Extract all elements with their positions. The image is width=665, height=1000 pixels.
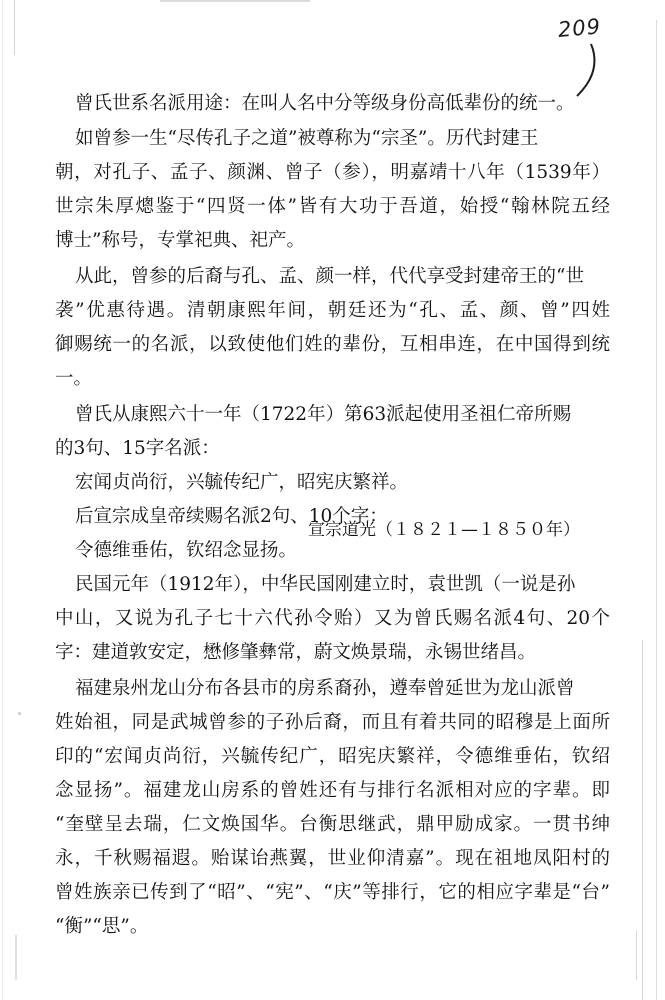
text-line: 印的“宏闻贞尚衍，兴毓传纪广，昭宪庆繁祥，令德维垂佑，钦绍 (55, 746, 610, 767)
text-line: 宏闻贞尚衍，兴毓传纪广，昭宪庆繁祥。 (75, 472, 409, 493)
scan-bottom-left-scratch (15, 935, 17, 980)
page-number-flourish (575, 40, 645, 100)
text-line: 民国元年（1912年），中华民国刚建立时，袁世凯（一说是孙 (75, 574, 576, 595)
scan-top-edge (160, 0, 310, 2)
text-line: 字：建道敦安定，懋修肇彝常，蔚文焕景瑞，永锡世绪昌。 (55, 642, 537, 663)
page-number: 209 (556, 14, 602, 42)
text-line: 曾姓族亲已传到了“昭”、“宪”、“庆”等排行，它的相应字辈是“台” (55, 882, 610, 903)
scan-bottom-right-scratch (636, 930, 637, 980)
scan-margin-dot (18, 712, 21, 715)
text-line: 曾氏从康熙六十一年（1722年）第63派起使用圣祖仁帝所赐 (75, 404, 572, 425)
text-line: 姓始祖，同是武城曾参的子孙后裔，而且有着共同的昭穆是上面所 (55, 712, 610, 733)
text-line: 中山，又说为孔子七十六代孙令贻）又为曾氏赐名派4句、20个 (55, 608, 610, 629)
text-line: “奎壁呈去瑞，仁文焕国华。台衡思继武，鼎甲励成家。一贯书绅 (55, 814, 610, 835)
scan-right-edge (656, 20, 657, 1000)
text-line: 的3句、15字名派： (55, 438, 220, 459)
text-line: 后宣宗成皇帝续赐名派2句、10个字： (75, 506, 388, 527)
scan-right-edge-inner (642, 640, 643, 1000)
text-line: 世宗朱厚熜鉴于“四贤一体”皆有大功于吾道，始授“翰林院五经 (55, 196, 610, 217)
text-line: 御赐统一的名派，以致使他们姓的辈份，互相串连，在中国得到统 (55, 334, 610, 355)
text-line: 如曾参一生“尽传孔子之道”被尊称为“宗圣”。历代封建王 (75, 128, 539, 149)
text-line: “衡”“思”。 (55, 916, 149, 937)
text-line: 朝，对孔子、孟子、颜渊、曾子（参），明嘉靖十八年（1539年） (55, 162, 610, 183)
text-line: 袭”优惠待遇。清朝康熙年间，朝廷还为“孔、孟、颜、曾”四姓 (55, 300, 610, 321)
handwritten-annotation: 宣宗道光（１８２１—１８５０年） (308, 520, 580, 540)
scan-left-mark (14, 0, 15, 55)
text-line: 曾氏世系名派用途：在叫人名中分等级身份高低辈份的统一。 (75, 93, 575, 114)
text-line: 一。 (55, 368, 93, 389)
text-line: 从此，曾参的后裔与孔、孟、颜一样，代代享受封建帝王的“世 (75, 266, 584, 287)
text-line: 博士”称号，专掌祀典、祀产。 (55, 230, 305, 251)
text-line: 念显扬”。福建龙山房系的曾姓还有与排行名派相对应的字辈。即 (55, 780, 610, 801)
scan-left-edge (2, 0, 3, 1000)
text-line: 令德维垂佑，钦绍念显扬。 (75, 540, 298, 561)
text-line: 永，千秋赐福遐。贻谋诒燕翼，世业仰清嘉”。现在祖地凤阳村的 (55, 848, 610, 869)
text-line: 福建泉州龙山分布各县市的房系裔孙，遵奉曾延世为龙山派曾 (75, 678, 575, 699)
